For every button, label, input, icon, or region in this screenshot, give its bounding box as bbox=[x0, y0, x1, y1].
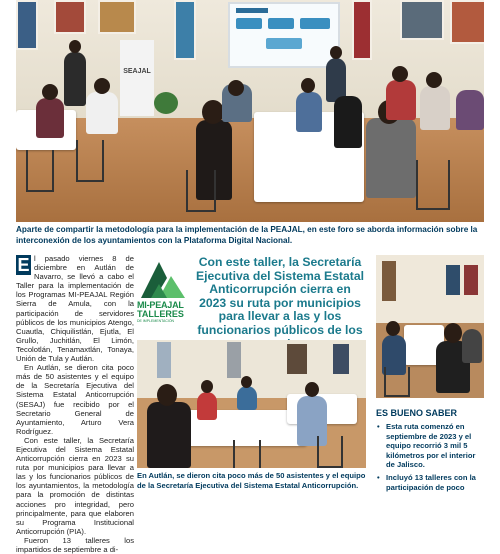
sidebar-item: • Incluyó 13 talleres con la participación de poco bbox=[376, 473, 484, 492]
sidebar-list bbox=[376, 422, 484, 495]
article-paragraph: E l pasado viernes 8 de diciembre en Autlán de Navarro, se llevó a cabo el Taller para la implementación de los Programas MI-PEAJAL Región Sierra de Amula, con la participación de servidores públicos de los municipios Atengo, Cuautla, Chiquilistlán, Ejutla, El Grullo, Juchitlán, El Limón, Tecolotlán, Tenamaxtlán, Tonaya, Unión de Tula y Autlán. bbox=[16, 254, 134, 364]
drop-cap: E bbox=[17, 255, 30, 275]
article-paragraph: Fueron 13 talleres los impartidos de septiembre a di- bbox=[16, 535, 134, 554]
right-photo bbox=[376, 255, 484, 398]
peajal-mark-icon bbox=[137, 256, 189, 300]
logo-subtitle: TALLERES bbox=[137, 309, 184, 319]
sidebar-title: ES BUENO SABER bbox=[376, 408, 458, 418]
headline: Con este taller, la Secretaría Ejecutiva del Sistema Estatal Anticorrupción cierra en 2023 su ruta por municipios para llevar a las y los funcionarios públicos de los bbox=[196, 255, 364, 337]
top-photo bbox=[16, 0, 484, 222]
projector-screen bbox=[228, 2, 340, 68]
article-body bbox=[16, 254, 134, 554]
middle-photo bbox=[137, 340, 366, 468]
middle-photo-caption: En Autlán, se dieron cita poco más de 50 asistentes y el equipo de la Secretaría Ejecutiva del Sistema Estatal Anticorrupción. bbox=[137, 471, 366, 490]
seajal-banner bbox=[120, 40, 154, 116]
article-paragraph: Con este taller, la Secretaría Ejecutiva del Sistema Estatal Anticorrupción cierra en 2023 su ruta por municipios para llevar a las y los funcionarios públicos de los ayuntamientos, la metodología para la promoción de distintas acciones pro integridad, pero principalmente, para que elaboren su Programa Institucional Anticorrupción (PIA). bbox=[16, 435, 134, 536]
sidebar-item: • Esta ruta comenzó en septiembre de 2023 y el equipo recorrió 3 mil 5 kilómetros por el interior de Jalisco. bbox=[376, 422, 484, 470]
logo-name: MI-PEAJAL bbox=[137, 300, 184, 310]
logo-tagline: DE IMPLEMENTACIÓN bbox=[137, 319, 175, 323]
seajal-banner-text: SEAJAL bbox=[123, 68, 151, 75]
mi-peajal-logo bbox=[137, 256, 189, 326]
article-paragraph: En Autlán, se dieron cita poco más de 50 asistentes y el equipo de la Secretaría Ejecutiva del Sistema Estatal Anticorrupción (SESAJ) fue recibido por el Secretario General de Ayuntamiento, Arturo Vera Rodríguez. bbox=[16, 363, 134, 436]
top-photo-caption: Aparte de compartir la metodología para la implementación de la PEAJAL, en este foro se aborda información sobre la interconexión de los ayuntamientos con la Plataforma Digital Nacional. bbox=[16, 225, 478, 245]
